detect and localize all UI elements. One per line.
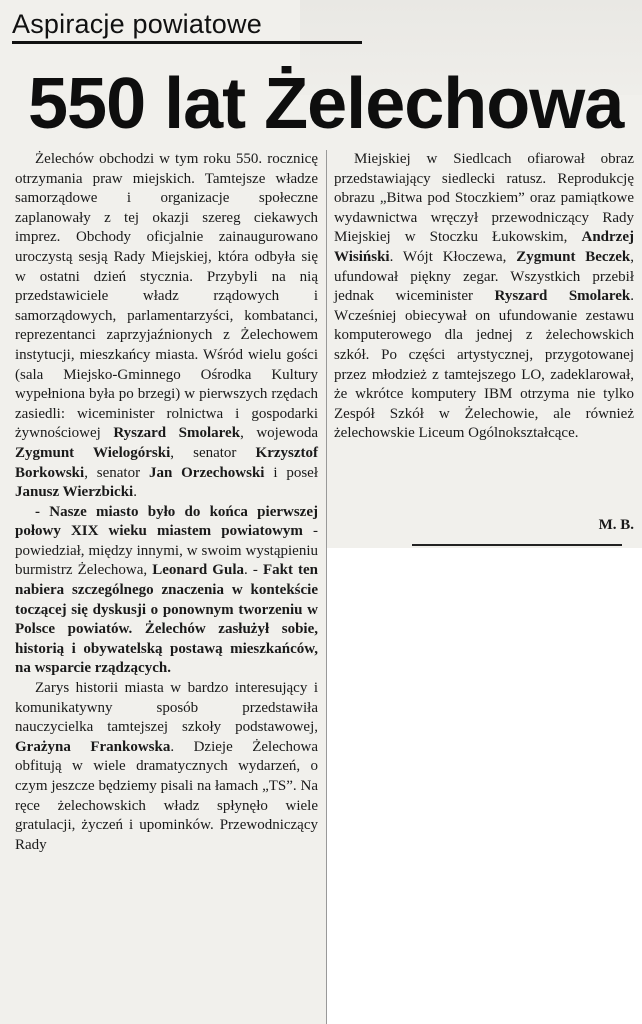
bold-text-run: Leonard Gula xyxy=(152,562,244,579)
text-run: - powiedział, między innymi, w swoim wystąpieniu burmistrz Żelechowa, xyxy=(15,523,319,579)
bold-text-run: Jan Orzechowski xyxy=(148,464,265,481)
bold-text-run: Zygmunt Wielogórski xyxy=(15,444,171,461)
text-run: , senator xyxy=(84,464,149,481)
bold-text-run: Janusz Wierzbicki xyxy=(15,484,134,501)
text-run: , ufundował piękny zegar. Wszystkich przebił jednak wiceminister xyxy=(334,248,634,305)
paragraph xyxy=(15,679,318,855)
text-run: , senator xyxy=(170,444,256,461)
text-run: , wojewoda xyxy=(240,425,318,442)
bold-text-run: Ryszard Smolarek xyxy=(494,288,631,305)
article-kicker: Aspiracje powiatowe xyxy=(12,9,262,39)
paragraph xyxy=(15,503,318,679)
text-run: Zarys historii miasta w bardzo interesujący i komunikatywny sposób przedstawiła nauczycielka tamtejszej szkoły podstawowej, xyxy=(15,680,318,736)
text-run: Żelechów obchodzi w tym roku 550. rocznicę otrzymania praw miejskich. Tamtejsze władze samorządowe i organizacje społeczne zaplanowały z tej okazji szereg ciekawych imprez. Obchody oficjalnie zainaugurowano uroczystą sesją Rady Miejskiej, która odbyła się w ostatni dzień stycznia. Przybyli na nią przedstawiciele władz rządowych i samorządowych, parlamentarzyści, kombatanci, reprezentanci zaprzyjaźnionych z Żelechowem instytucji, mieszkańcy miasta. Wśród wielu gości (sala Miejsko-Gminnego Ośrodka Kultury wypełniona była po brzegi) w pierwszych rzędach zasiedli: wiceminister rolnictwa i gospodarki żywnościowej xyxy=(15,151,318,442)
right-column xyxy=(334,150,634,444)
text-run: . xyxy=(133,484,137,501)
bold-text-run: Grażyna Frankowska xyxy=(15,738,171,755)
text-run: . Wcześniej obiecywał on ufundowanie zestawu komputerowego dla jednej z żelechowskich szkół. Po części artystycznej, przygotowanej przez młodzież z tamtejszego LO, zadeklarował, że wkrótce komputery IBM otrzyma nie tylko Zespół Szkół w Żelechowie, ale również żelechowskie Liceum Ogólnokształcące. xyxy=(334,288,634,442)
bold-text-run: Ryszard Smolarek xyxy=(113,425,241,442)
article-headline: 550 lat Żelechowa xyxy=(28,64,624,144)
bold-text-run: Krzysztof Borkowski xyxy=(15,444,318,481)
kicker-underline xyxy=(12,41,362,44)
text-run: . Wójt Kłoczewa, xyxy=(389,248,517,265)
end-rule xyxy=(412,544,622,546)
paragraph xyxy=(334,150,634,444)
bold-text-run: Andrzej Wisiński xyxy=(334,229,634,265)
text-run: i poseł xyxy=(264,464,318,481)
left-column xyxy=(15,150,318,855)
text-run: . - xyxy=(244,562,263,579)
bold-text-run: - Nasze miasto było do końca pierwszej połowy XIX wieku miastem powiatowym xyxy=(15,503,318,540)
column-divider xyxy=(326,150,327,1024)
bold-text-run: Fakt ten nabiera szczególnego znaczenia w kontekście toczącej się dyskusji o ponownym tworzeniu w Polsce powiatów. Żelechów zasłużył sobie, historią i obywatelską postawą mieszkańców, na wsparcie rządzących. xyxy=(15,562,319,677)
author-signature: M. B. xyxy=(598,517,634,533)
text-run: Miejskiej w Siedlcach ofiarował obraz przedstawiający siedlecki ratusz. Reprodukcję obrazu „Bitwa pod Stoczkiem” oraz pamiątkowe wydawnictwa wręczył przewodniczący Rady Miejskiej w Stoczku Łukowskim, xyxy=(334,151,634,246)
bold-text-run: Zygmunt Beczek xyxy=(516,248,631,265)
paragraph xyxy=(15,150,318,503)
text-run: . Dzieje Żelechowa obfitują w wiele dramatycznych wydarzeń, o czym jeszcze będziemy pisali na łamach „TS”. Na ręce żelechowskich władz spłynęło wiele gratulacji, życzeń i upominków. Przewodniczący Rady xyxy=(15,738,319,853)
